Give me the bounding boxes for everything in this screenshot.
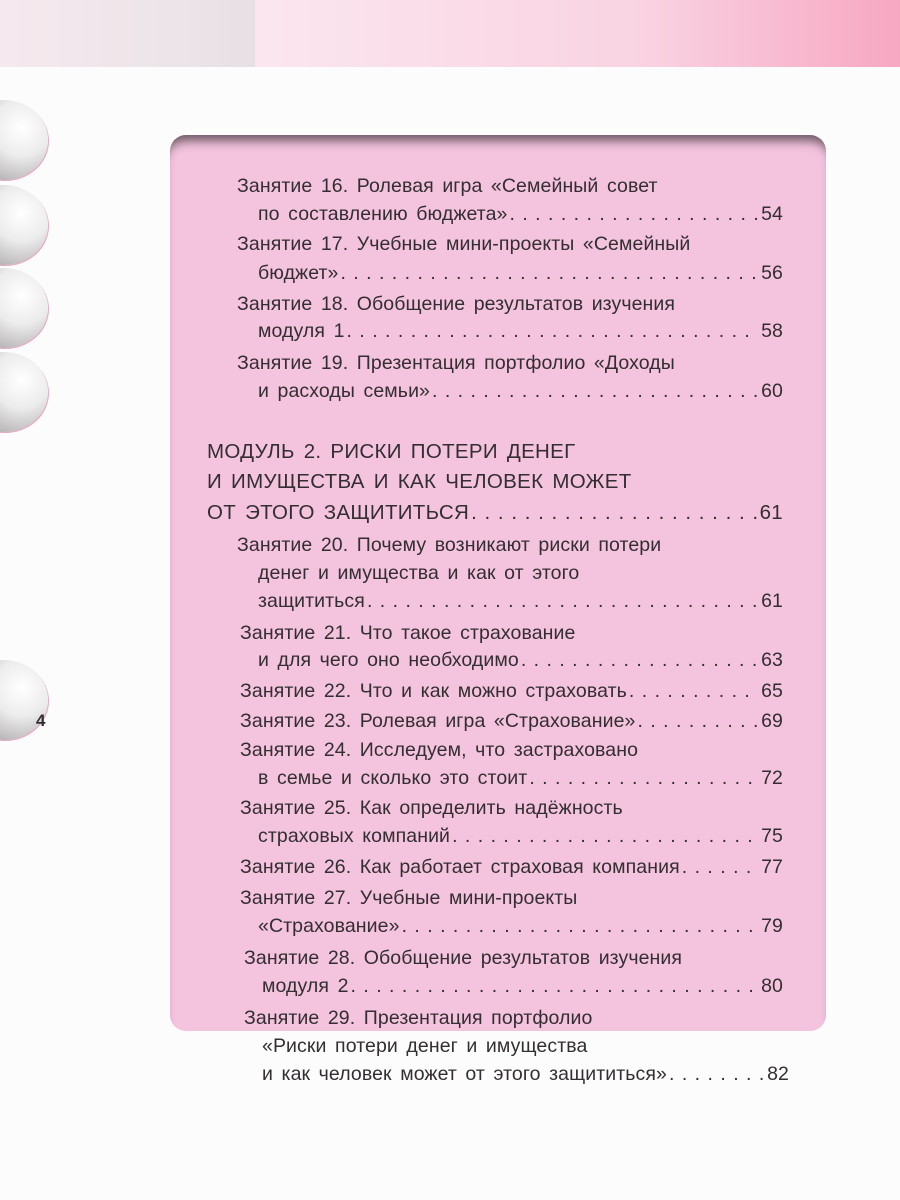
toc-entry-20-cont[interactable] — [258, 562, 579, 585]
toc-entry-20[interactable] — [237, 534, 661, 557]
toc-page: 56 — [761, 262, 783, 284]
dot-leader — [367, 590, 759, 613]
toc-entry-17-cont[interactable] — [258, 262, 783, 285]
toc-entry-21[interactable] — [240, 622, 576, 645]
toc-line: в семье и сколько это стоит — [258, 767, 528, 789]
toc-entry-25[interactable] — [240, 797, 623, 820]
module-2-heading-cont[interactable] — [207, 470, 632, 494]
toc-entry-22[interactable] — [240, 680, 783, 703]
margin-tab-decoration — [0, 185, 48, 265]
toc-line: Занятие 26. Как работает страховая компания — [240, 856, 680, 878]
toc-entry-21-cont[interactable] — [258, 649, 783, 672]
toc-entry-19[interactable] — [237, 352, 675, 375]
toc-entry-20-cont[interactable] — [258, 590, 783, 613]
toc-line: Занятие 23. Ролевая игра «Страхование» — [240, 710, 636, 732]
toc-entry-17[interactable] — [237, 233, 690, 256]
toc-page: 65 — [761, 680, 783, 702]
toc-entry-16[interactable] — [237, 175, 658, 198]
toc-line: и как человек может от этого защититься» — [262, 1063, 668, 1085]
toc-line: «Страхование» — [258, 915, 400, 937]
toc-page: 77 — [761, 856, 783, 878]
toc-entry-18-cont[interactable] — [258, 320, 783, 343]
toc-page: 75 — [761, 825, 783, 847]
toc-entry-23[interactable] — [240, 710, 783, 733]
toc-line: Занятие 20. Почему возникают риски потери — [237, 534, 662, 556]
toc-line: и расходы семьи» — [258, 380, 431, 402]
toc-page: 54 — [761, 203, 783, 225]
toc-line: Занятие 22. Что и как можно страховать — [240, 680, 627, 702]
dot-leader — [471, 501, 757, 525]
dot-leader — [351, 975, 760, 998]
toc-line: Занятие 24. Исследуем, что застраховано — [240, 739, 639, 761]
toc-entry-28-cont[interactable] — [262, 975, 783, 998]
module-2-heading[interactable] — [207, 440, 576, 464]
toc-entry-29[interactable] — [244, 1007, 592, 1030]
dot-leader — [347, 320, 760, 343]
toc-line: и для чего оно необходимо — [258, 649, 519, 671]
dot-leader — [509, 203, 759, 226]
toc-page: 58 — [761, 320, 783, 342]
toc-page: 69 — [761, 710, 783, 732]
toc-page: 79 — [761, 915, 783, 937]
toc-line: Занятие 19. Презентация портфолио «Доходы — [237, 352, 675, 374]
toc-entry-29-cont[interactable] — [262, 1063, 789, 1086]
toc-page: 61 — [761, 590, 783, 612]
header-band-left — [0, 0, 255, 67]
toc-line: Занятие 16. Ролевая игра «Семейный совет — [237, 175, 658, 197]
toc-entry-29-cont[interactable] — [262, 1035, 587, 1058]
toc-line: Занятие 28. Обобщение результатов изучения — [244, 947, 683, 969]
toc-entry-26[interactable] — [240, 856, 783, 879]
toc-page: 63 — [761, 649, 783, 671]
dot-leader — [340, 262, 759, 285]
toc-entry-19-cont[interactable] — [258, 380, 783, 403]
toc-line: Занятие 18. Обобщение результатов изучения — [237, 293, 676, 315]
toc-entry-27-cont[interactable] — [258, 915, 783, 938]
toc-line: Занятие 27. Учебные мини-проекты — [240, 887, 578, 909]
toc-entry-16-cont[interactable] — [258, 203, 783, 226]
toc-line: денег и имущества и как от этого — [258, 562, 580, 584]
page-number: 4 — [36, 711, 46, 730]
toc-page: 61 — [759, 501, 783, 524]
margin-tab-decoration — [0, 268, 48, 348]
toc-line: Занятие 29. Презентация портфолио — [244, 1007, 593, 1029]
toc-entry-18[interactable] — [237, 293, 675, 316]
header-band-right — [255, 0, 900, 67]
dot-leader — [432, 380, 759, 403]
toc-page: 80 — [761, 975, 783, 997]
module-2-heading-cont[interactable] — [207, 501, 783, 525]
dot-leader — [629, 680, 759, 703]
toc-line: МОДУЛЬ 2. РИСКИ ПОТЕРИ ДЕНЕГ — [207, 440, 576, 463]
toc-line: по составлению бюджета» — [258, 203, 508, 225]
dot-leader — [638, 710, 760, 733]
toc-page: 82 — [767, 1063, 789, 1085]
dot-leader — [529, 767, 759, 790]
toc-entry-25-cont[interactable] — [258, 825, 783, 848]
toc-line: страховых компаний — [258, 825, 451, 847]
dot-leader — [402, 915, 760, 938]
margin-tab-decoration — [0, 100, 48, 180]
dot-leader — [669, 1063, 765, 1086]
toc-line: бюджет» — [258, 262, 339, 284]
toc-entry-28[interactable] — [244, 947, 682, 970]
toc-entry-24-cont[interactable] — [258, 767, 783, 790]
dot-leader — [521, 649, 759, 672]
toc-line: Занятие 21. Что такое страхование — [240, 622, 576, 644]
toc-page: 60 — [761, 380, 783, 402]
toc-line: И ИМУЩЕСТВА И КАК ЧЕЛОВЕК МОЖЕТ — [207, 470, 632, 493]
toc-line: Занятие 25. Как определить надёжность — [240, 797, 623, 819]
toc-line: ОТ ЭТОГО ЗАЩИТИТЬСЯ — [207, 501, 470, 524]
toc-entry-27[interactable] — [240, 887, 577, 910]
toc-line: защититься — [258, 590, 365, 612]
toc-line: Занятие 17. Учебные мини-проекты «Семейный — [237, 233, 691, 255]
dot-leader — [682, 856, 759, 879]
toc-page: 72 — [761, 767, 783, 789]
dot-leader — [452, 825, 759, 848]
toc-entry-24[interactable] — [240, 739, 638, 762]
toc-line: «Риски потери денег и имущества — [262, 1035, 588, 1057]
margin-tab-decoration — [0, 352, 48, 432]
toc-line: модуля 2 — [262, 975, 349, 997]
toc-line: модуля 1 — [258, 320, 345, 342]
